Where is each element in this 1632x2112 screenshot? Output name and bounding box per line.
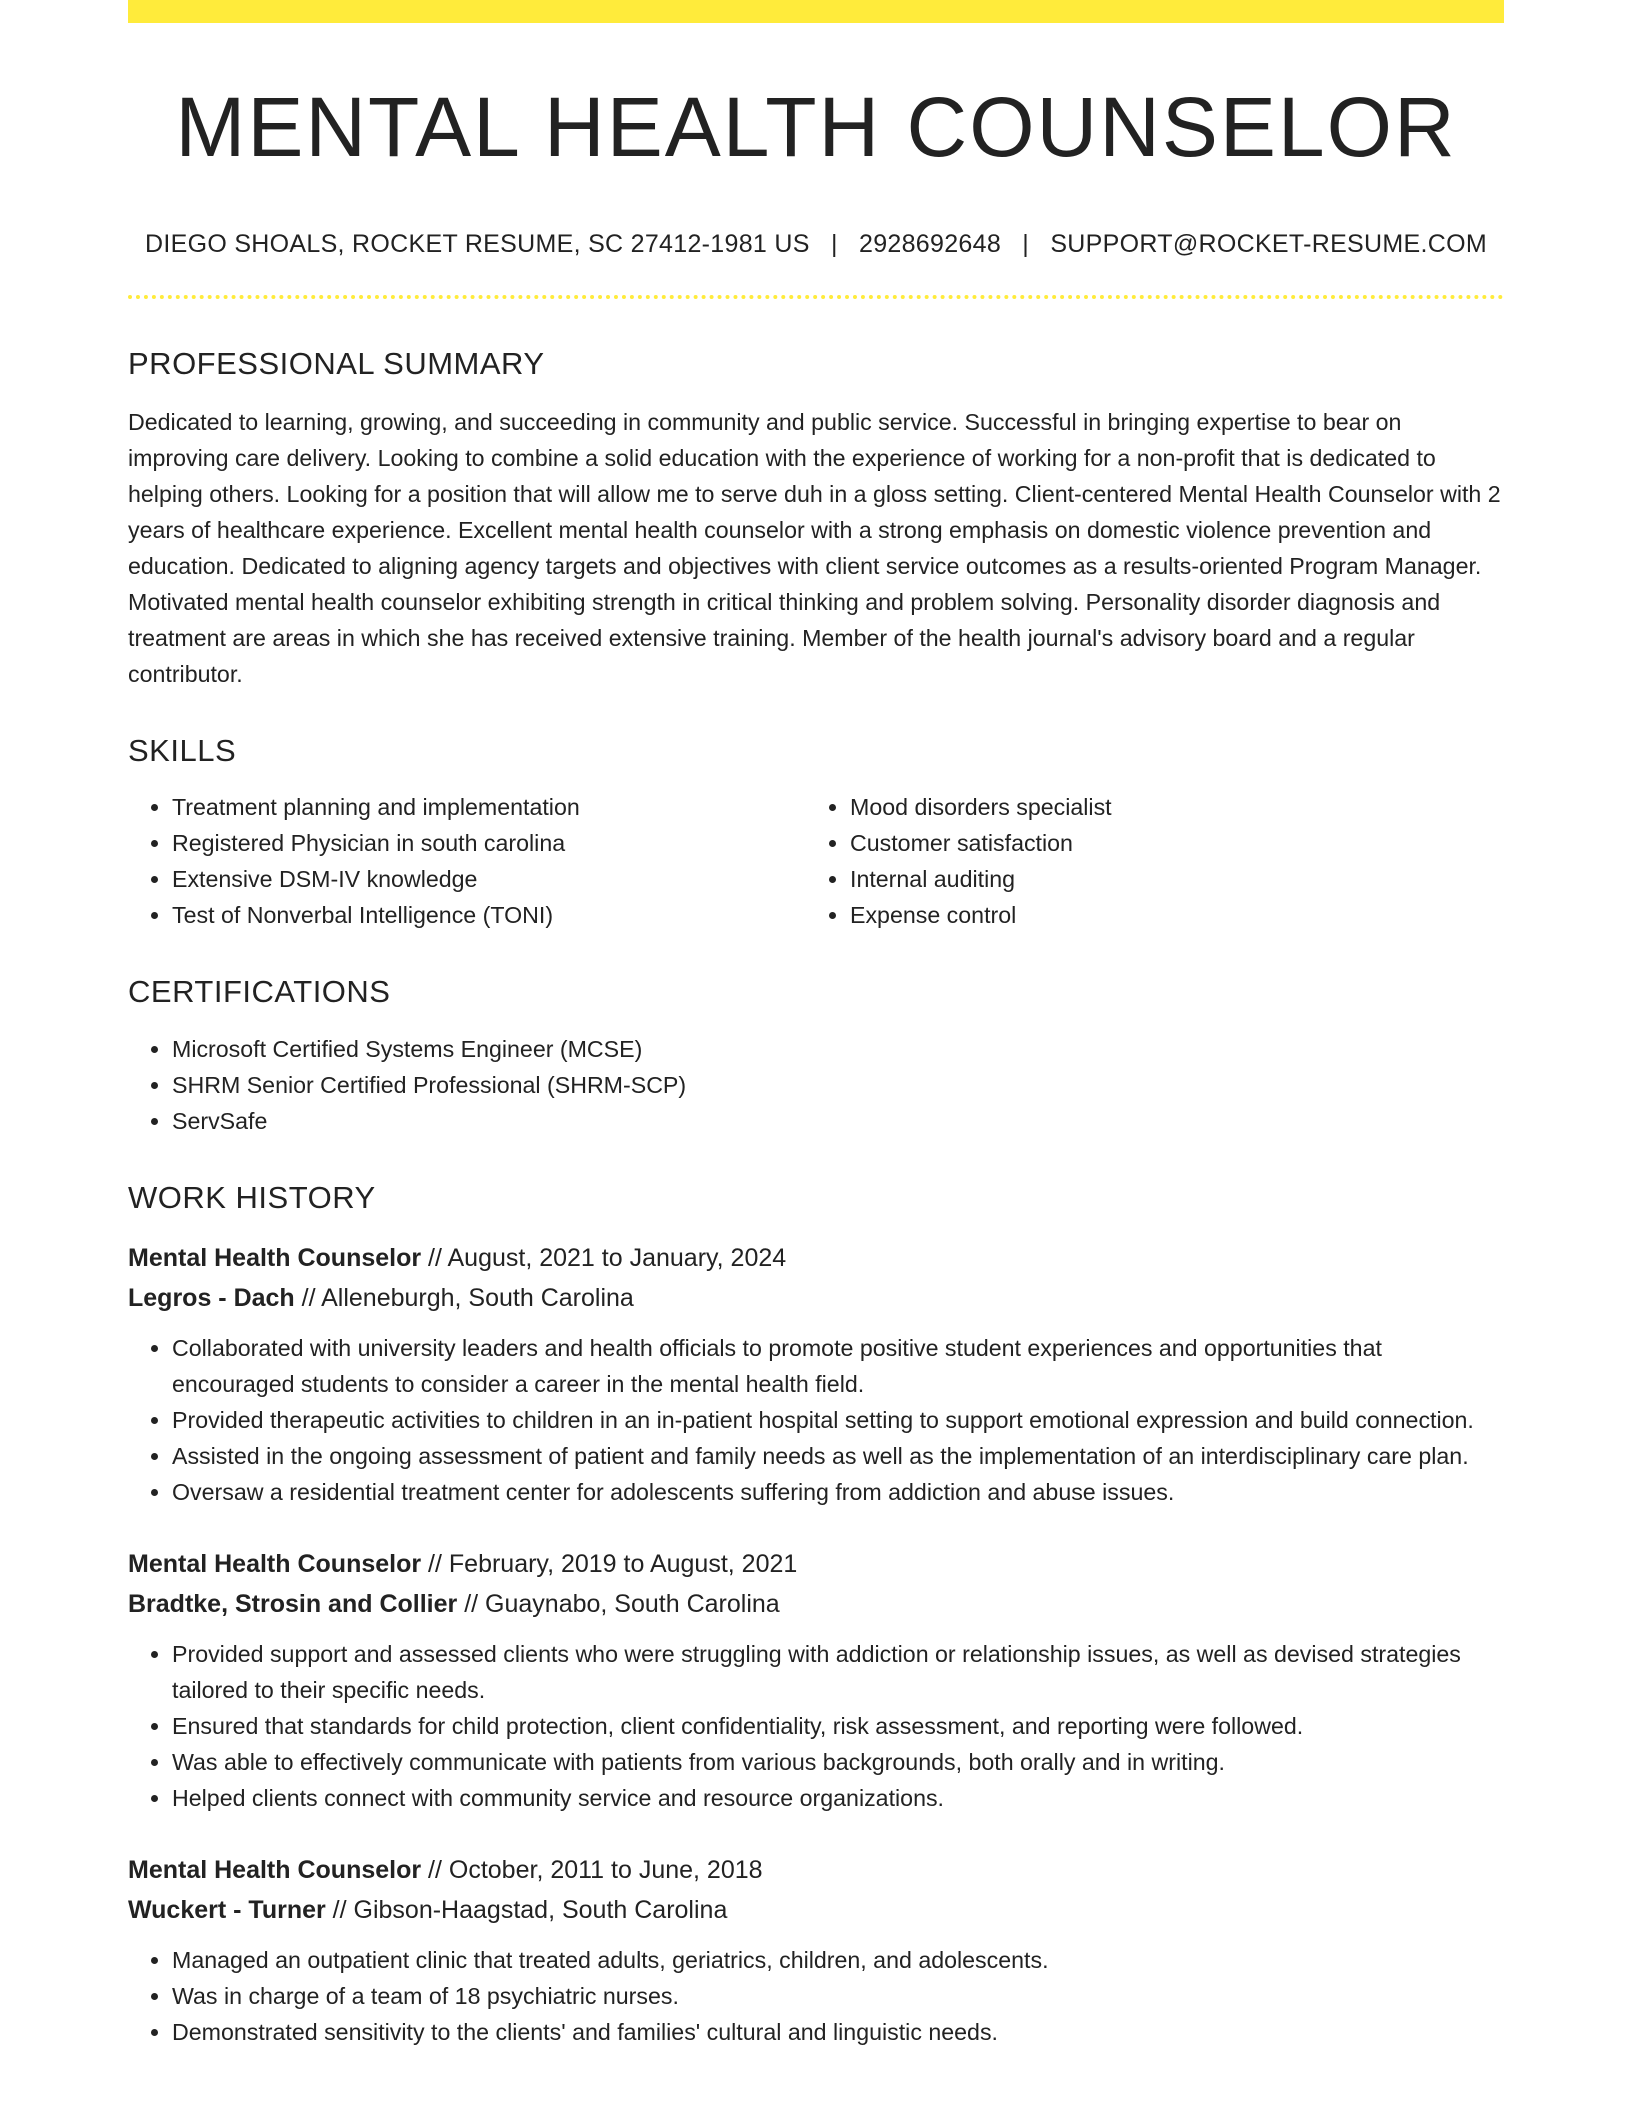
job-title-line bbox=[128, 1850, 1504, 1890]
job-dates: February, 2019 to August, 2021 bbox=[448, 1549, 798, 1578]
skill-item: • Test of Nonverbal Intelligence (TONI) bbox=[172, 897, 806, 933]
job-location: Gibson-Haagstad, South Carolina bbox=[353, 1895, 728, 1924]
work-history-heading: WORK HISTORY bbox=[128, 1179, 376, 1215]
accent-bar bbox=[128, 0, 1504, 23]
job-bullet: • Demonstrated sensitivity to the clients' and families' cultural and linguistic needs. bbox=[172, 2014, 1504, 2050]
job-title-line bbox=[128, 1544, 1504, 1584]
job-company: Wuckert - Turner bbox=[128, 1895, 326, 1924]
job-location: Alleneburgh, South Carolina bbox=[321, 1283, 634, 1312]
job-bullet: • Assisted in the ongoing assessment of patient and family needs as well as the implementation of an interdisciplinary care plan. bbox=[172, 1438, 1504, 1474]
skill-item: • Registered Physician in south carolina bbox=[172, 825, 806, 861]
job-title-line bbox=[128, 1238, 1504, 1278]
job-bullet: • Provided support and assessed clients who were struggling with addiction or relationship issues, as well as devised strategies tailored to their specific needs. bbox=[172, 1636, 1504, 1708]
contact-line bbox=[128, 229, 1504, 259]
skills-heading: SKILLS bbox=[128, 733, 237, 769]
job-company: Bradtke, Strosin and Collier bbox=[128, 1589, 458, 1618]
contact-address: DIEGO SHOALS, ROCKET RESUME, SC 27412-1981 US bbox=[145, 230, 810, 258]
summary-text: Dedicated to learning, growing, and succeeding in community and public service. Successful in bringing expertise to bear on improving care delivery. Looking to combine a solid education with the experience of working for a non-profit that is dedicated to helping others. Looking for a position that will allow me to serve duh in a gloss setting. Client-centered Mental Health Counselor with 2 years of healthcare experience. Excellent mental health counselor with a strong emphasis on domestic violence prevention and education. Dedicated to aligning agency targets and objectives with client service outcomes as a results-oriented Program Manager. Motivated mental health counselor exhibiting strength in critical thinking and problem solving. Personality disorder diagnosis and treatment are areas in which she has received extensive training. Member of the health journal's advisory board and a regular contributor. bbox=[128, 409, 1501, 688]
certifications-list bbox=[128, 1031, 1504, 1139]
job-bullet: • Oversaw a residential treatment center for adolescents suffering from addiction and abuse issues. bbox=[172, 1474, 1504, 1510]
job-title: Mental Health Counselor bbox=[128, 1549, 422, 1578]
skills-list-left bbox=[128, 789, 806, 933]
job-bullet: • Managed an outpatient clinic that treated adults, geriatrics, children, and adolescents. bbox=[172, 1942, 1504, 1978]
resume-content bbox=[128, 0, 1504, 2050]
certification-item: • SHRM Senior Certified Professional (SHRM-SCP) bbox=[172, 1067, 1504, 1103]
job-bullets bbox=[128, 1942, 1504, 2050]
certification-item: • ServSafe bbox=[172, 1103, 1504, 1139]
job-bullet: • Helped clients connect with community service and resource organizations. bbox=[172, 1780, 1504, 1816]
job-bullet: • Was in charge of a team of 18 psychiatric nurses. bbox=[172, 1978, 1504, 2014]
job-dates: August, 2021 to January, 2024 bbox=[447, 1243, 787, 1272]
job-title: Mental Health Counselor bbox=[128, 1243, 422, 1272]
job-divider: // bbox=[325, 1895, 354, 1924]
skill-item: • Customer satisfaction bbox=[850, 825, 1484, 861]
job-company-line bbox=[128, 1584, 1504, 1624]
job-company: Legros - Dach bbox=[128, 1283, 295, 1312]
job-entry bbox=[128, 1238, 1504, 1510]
job-divider: // bbox=[457, 1589, 486, 1618]
contact-separator: | bbox=[830, 230, 838, 258]
job-location: Guaynabo, South Carolina bbox=[485, 1589, 780, 1618]
dotted-divider bbox=[128, 295, 1504, 299]
job-divider: // bbox=[421, 1243, 448, 1272]
job-divider: // bbox=[421, 1855, 449, 1884]
contact-separator: | bbox=[1022, 230, 1030, 258]
summary-heading: PROFESSIONAL SUMMARY bbox=[128, 346, 545, 381]
job-company-line bbox=[128, 1890, 1504, 1930]
job-entry bbox=[128, 1544, 1504, 1816]
job-divider: // bbox=[421, 1549, 449, 1578]
contact-phone: 2928692648 bbox=[858, 230, 1002, 258]
job-bullet: • Ensured that standards for child protection, client confidentiality, risk assessment, and reporting were followed. bbox=[172, 1708, 1504, 1744]
certification-item: • Microsoft Certified Systems Engineer (MCSE) bbox=[172, 1031, 1504, 1067]
job-bullets bbox=[128, 1636, 1504, 1816]
job-bullet: • Provided therapeutic activities to children in an in-patient hospital setting to support emotional expression and build connection. bbox=[172, 1402, 1504, 1438]
job-bullet: • Collaborated with university leaders and health officials to promote positive student experiences and opportunities that encouraged students to consider a career in the mental health field. bbox=[172, 1330, 1504, 1402]
job-company-line bbox=[128, 1278, 1504, 1318]
resume-title: MENTAL HEALTH COUNSELOR bbox=[175, 80, 1457, 174]
skills-list-right bbox=[806, 789, 1484, 933]
skill-item: • Treatment planning and implementation bbox=[172, 789, 806, 825]
job-bullets bbox=[128, 1330, 1504, 1510]
job-title: Mental Health Counselor bbox=[128, 1855, 422, 1884]
skill-item: • Extensive DSM-IV knowledge bbox=[172, 861, 806, 897]
skills-columns bbox=[128, 769, 1504, 933]
certifications-heading: CERTIFICATIONS bbox=[128, 974, 391, 1010]
skill-item: • Mood disorders specialist bbox=[850, 789, 1484, 825]
skill-item: • Expense control bbox=[850, 897, 1484, 933]
job-dates: October, 2011 to June, 2018 bbox=[448, 1855, 763, 1884]
job-divider: // bbox=[294, 1283, 322, 1312]
skill-item: • Internal auditing bbox=[850, 861, 1484, 897]
job-entry bbox=[128, 1850, 1504, 2050]
contact-email: SUPPORT@ROCKET-RESUME.COM bbox=[1050, 230, 1487, 258]
job-bullet: • Was able to effectively communicate with patients from various backgrounds, both orally and in writing. bbox=[172, 1744, 1504, 1780]
